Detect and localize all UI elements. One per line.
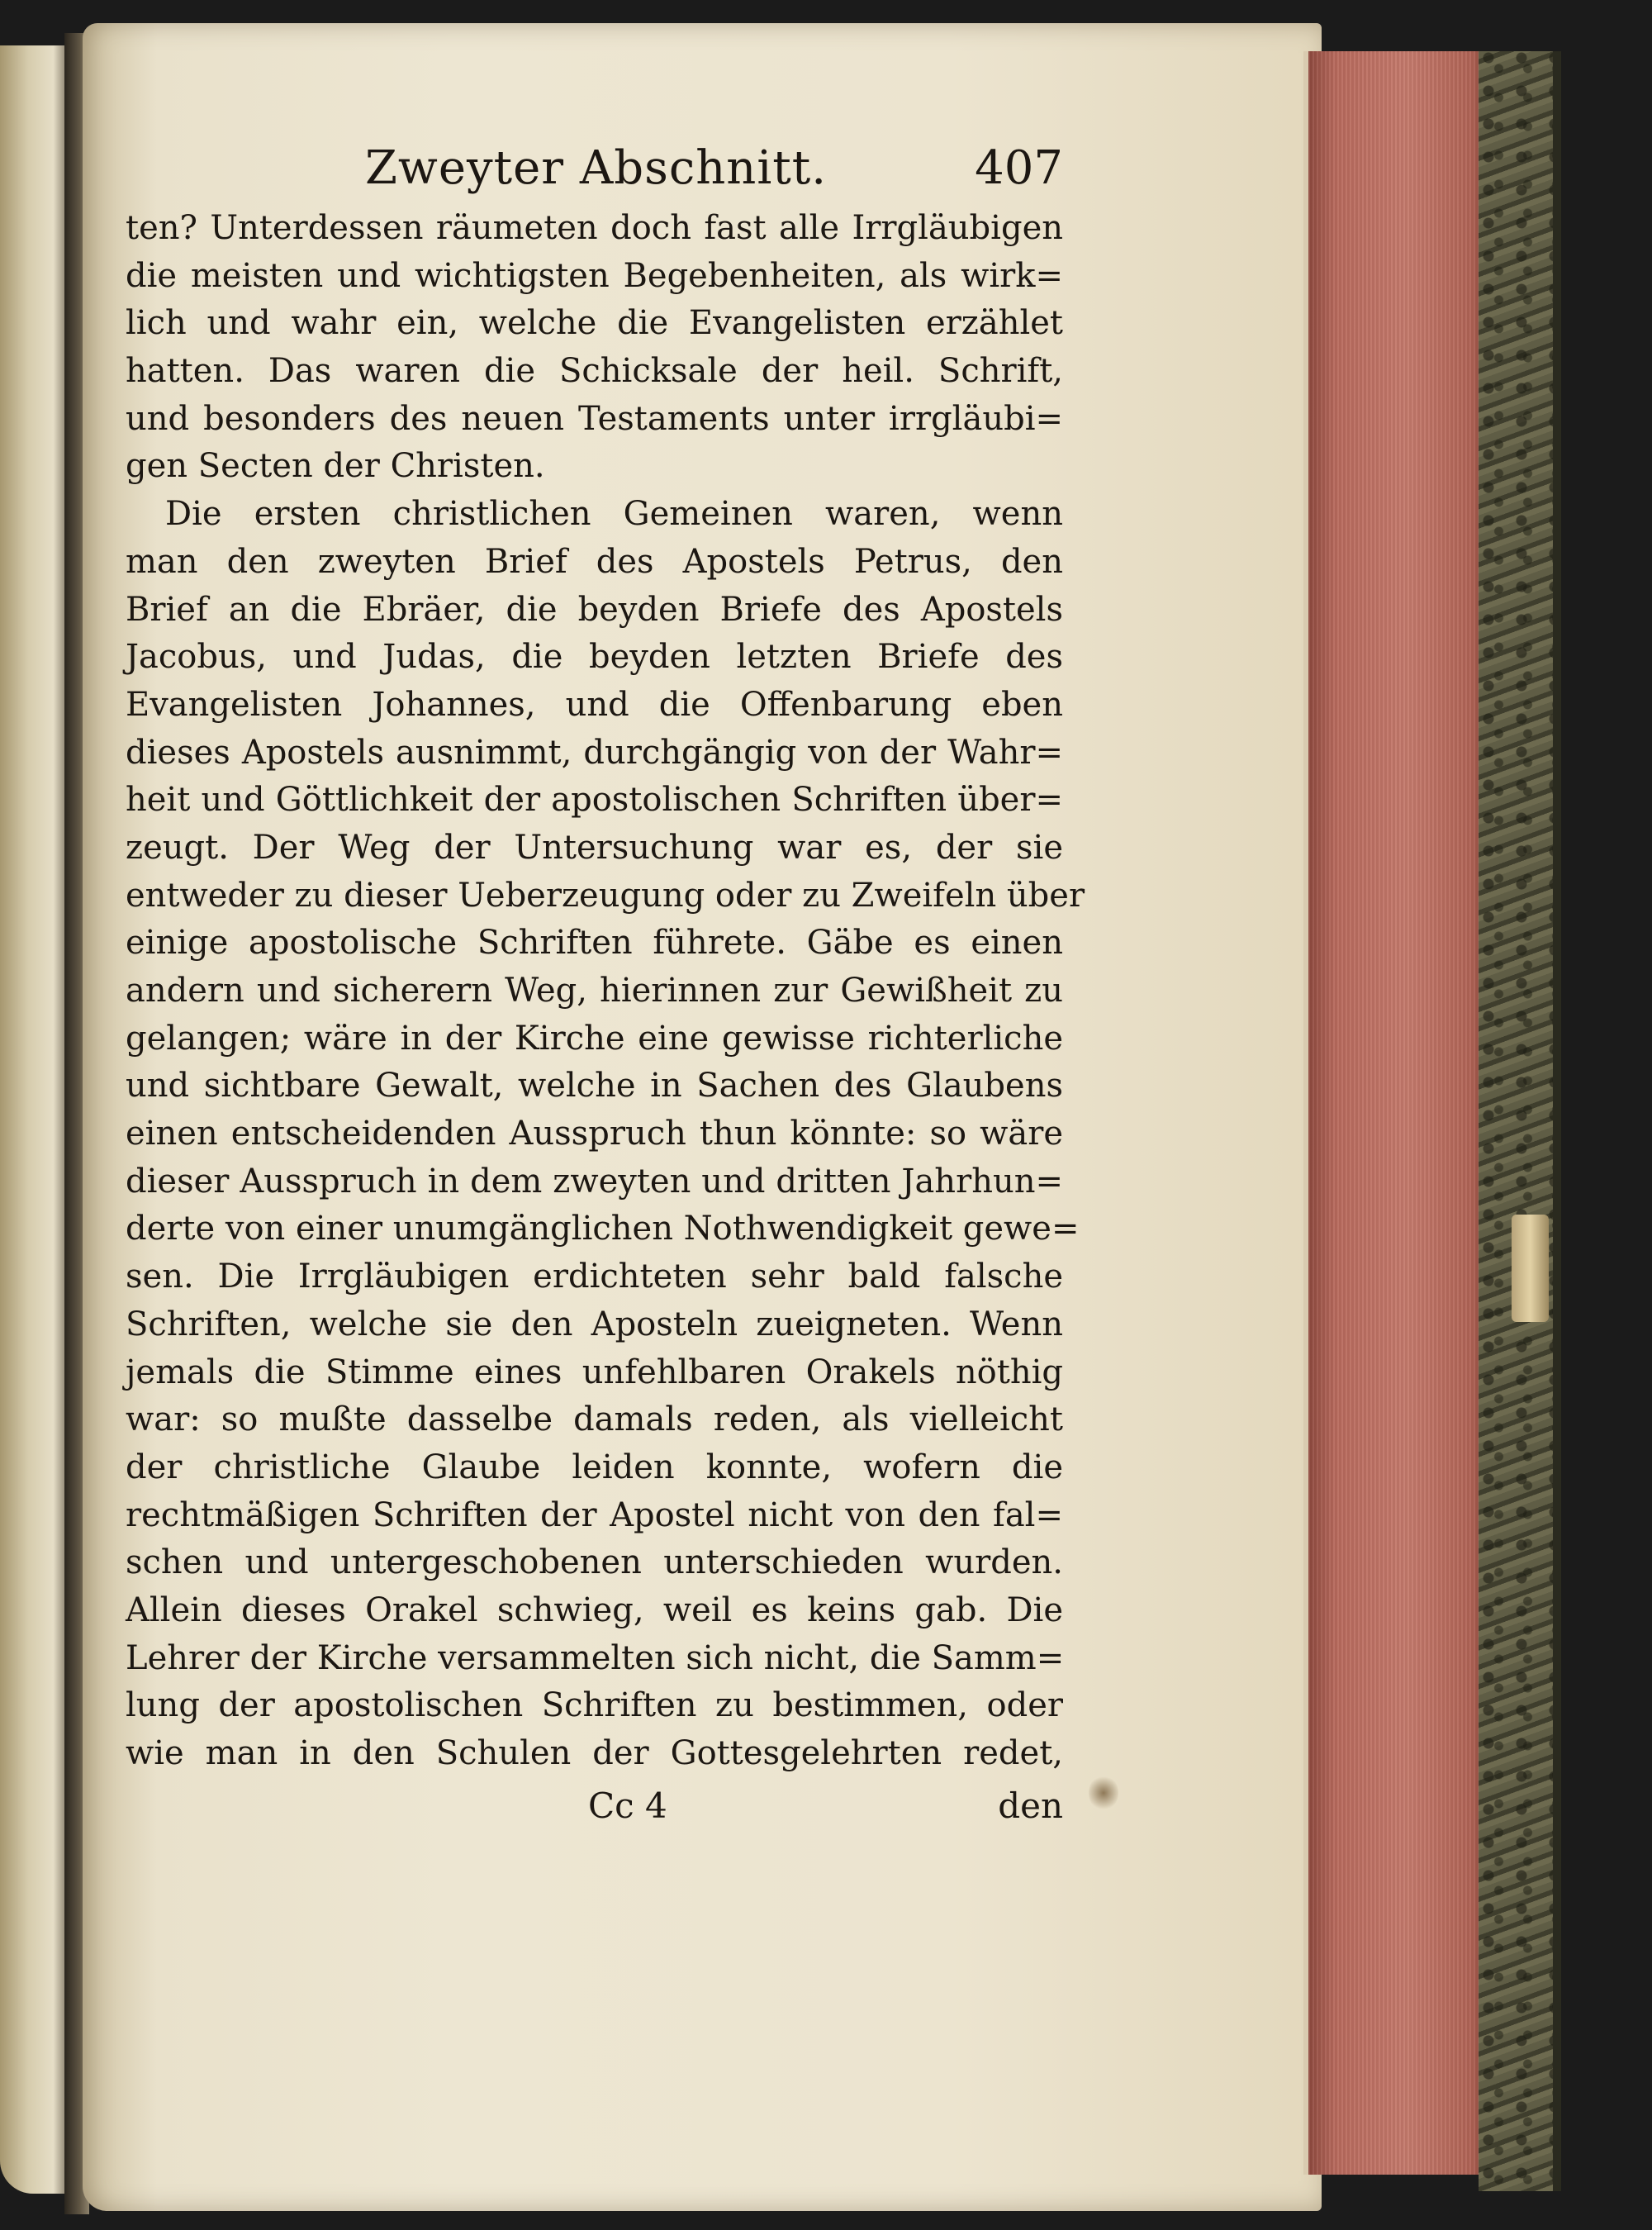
ink-stain (1089, 1775, 1118, 1811)
running-title: Zweyter Abschnitt. (365, 141, 828, 195)
text-line: dieses Apostels ausnimmt, durchgängig von der Wahr= (126, 733, 1063, 772)
text-line: Schriften, welche sie den Aposteln zueigneten. Wenn (126, 1305, 1063, 1343)
text-line: einige apostolische Schriften führete. Gäbe es einen (126, 924, 1063, 963)
text-line: andern und sicherern Weg, hierinnen zur Gewißheit zu (126, 972, 1063, 1010)
text-line: die meisten und wichtigsten Begebenheiten, als wirk= (126, 256, 1063, 295)
text-line: man den zweyten Brief des Apostels Petrus, den (126, 542, 1063, 581)
text-line: der christliche Glaube leiden konnte, wofern die (126, 1448, 1063, 1486)
text-line: zeugt. Der Weg der Untersuchung war es, der sie (126, 828, 1063, 867)
text-line: sen. Die Irrgläubigen erdichteten sehr bald falsche (126, 1258, 1063, 1296)
text-line: gen Secten der Christen. (126, 447, 545, 486)
page-footer (126, 1781, 1063, 1831)
text-line: gelangen; wäre in der Kirche eine gewisse richterliche (126, 1019, 1063, 1058)
text-line: heit und Göttlichkeit der apostolischen Schriften über= (126, 781, 1063, 820)
text-line: Brief an die Ebräer, die beyden Briefe des Apostels (126, 590, 1063, 629)
running-header (126, 132, 1063, 205)
text-line: derte von einer unumgänglichen Nothwendigkeit gewe= (126, 1210, 1080, 1248)
book-cover (1479, 51, 1561, 2191)
text-line: Lehrer der Kirche versammelten sich nicht, die Samm= (126, 1638, 1065, 1677)
bookmark-tab (1512, 1215, 1549, 1322)
text-line: und besonders des neuen Testaments unter irrgläubi= (126, 399, 1063, 438)
catchword: den (998, 1785, 1063, 1826)
text-line: ten? Unterdessen räumeten doch fast alle Irrgläubigen (126, 209, 1063, 247)
text-block (126, 132, 1085, 1831)
text-line: Evangelisten Johannes, und die Offenbarung eben (126, 685, 1063, 724)
text-line: hatten. Das waren die Schicksale der heil. Schrift, (126, 352, 1063, 391)
text-line: lung der apostolischen Schriften zu bestimmen, oder (126, 1686, 1063, 1725)
page-edges (1303, 51, 1490, 2175)
page-number: 407 (975, 141, 1063, 195)
text-line: lich und wahr ein, welche die Evangelisten erzählet (126, 304, 1063, 343)
text-line: Die ersten christlichen Gemeinen waren, wenn (165, 495, 1063, 534)
text-line: wie man in den Schulen der Gottesgelehrten redet, (126, 1734, 1063, 1772)
text-line: und sichtbare Gewalt, welche in Sachen des Glaubens (126, 1067, 1063, 1105)
left-page-edge (0, 45, 71, 2194)
text-line: war: so mußte dasselbe damals reden, als vielleicht (126, 1400, 1063, 1439)
text-line: schen und untergeschobenen unterschieden wurden. (126, 1543, 1063, 1582)
signature-mark: Cc 4 (588, 1785, 667, 1826)
text-line: entweder zu dieser Ueberzeugung oder zu Zweifeln über (126, 876, 1085, 915)
text-line: einen entscheidenden Ausspruch thun könnte: so wäre (126, 1115, 1063, 1153)
text-line: dieser Ausspruch in dem zweyten und dritten Jahrhun= (126, 1162, 1063, 1201)
text-line: Jacobus, und Judas, die beyden letzten Briefe des (126, 638, 1063, 677)
text-line: jemals die Stimme eines unfehlbaren Orakels nöthig (126, 1353, 1063, 1391)
text-line: rechtmäßigen Schriften der Apostel nicht von den fal= (126, 1495, 1063, 1534)
text-line: Allein dieses Orakel schwieg, weil es keins gab. Die (126, 1590, 1063, 1629)
